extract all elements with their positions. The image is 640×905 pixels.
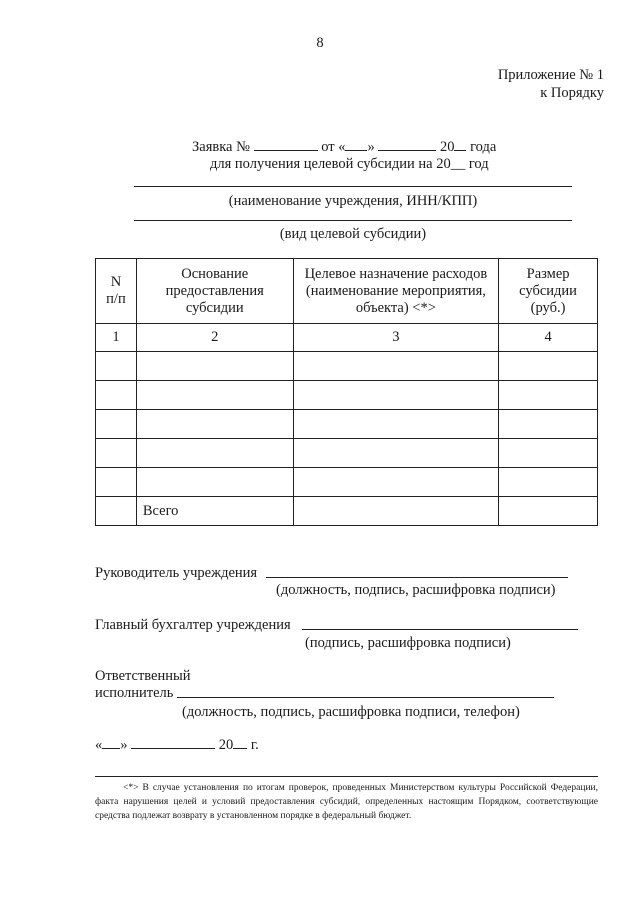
request-year-prefix: 20	[439, 139, 455, 155]
request-month-blank[interactable]	[378, 138, 436, 151]
table-row	[96, 352, 598, 381]
table-cell[interactable]	[499, 439, 598, 468]
table-cell[interactable]	[293, 381, 499, 410]
column-number: 3	[293, 324, 499, 352]
header-number: N п/п	[96, 259, 137, 324]
header-basis: Основание предоставления субсидии	[136, 259, 293, 324]
table-cell[interactable]	[136, 352, 293, 381]
total-label: Всего	[136, 497, 293, 526]
head-label: Руководитель учреждения	[95, 565, 258, 581]
table-cell[interactable]	[499, 381, 598, 410]
request-close-quote: »	[367, 139, 375, 155]
total-purpose-cell[interactable]	[293, 497, 499, 526]
responsible-label-line2: исполнитель	[95, 685, 174, 701]
column-number: 2	[136, 324, 293, 352]
accountant-label: Главный бухгалтер учреждения	[95, 617, 291, 633]
date-line	[95, 736, 259, 754]
table-cell[interactable]	[136, 468, 293, 497]
table-cell[interactable]	[293, 439, 499, 468]
table-cell[interactable]	[96, 468, 137, 497]
subsidy-table	[95, 258, 598, 526]
table-cell[interactable]	[96, 439, 137, 468]
table-cell[interactable]	[136, 439, 293, 468]
table-cell[interactable]	[136, 381, 293, 410]
table-cell[interactable]	[499, 410, 598, 439]
responsible-label-line1: Ответственный	[95, 668, 191, 684]
request-year-suffix: года	[470, 139, 497, 155]
appendix-header	[498, 66, 604, 102]
table-cell[interactable]	[136, 410, 293, 439]
date-close-quote: »	[120, 737, 128, 753]
table-cell[interactable]	[293, 352, 499, 381]
request-title	[192, 138, 496, 156]
table-row	[96, 439, 598, 468]
header-amount: Размер субсидии (руб.)	[499, 259, 598, 324]
table-cell[interactable]	[499, 352, 598, 381]
column-number-row	[96, 324, 598, 352]
table-total-row	[96, 497, 598, 526]
request-day-blank[interactable]	[345, 138, 367, 151]
accountant-caption: (подпись, расшифровка подписи)	[305, 635, 511, 651]
date-open-quote: «	[95, 737, 103, 753]
table-cell[interactable]	[293, 468, 499, 497]
table-cell[interactable]	[96, 410, 137, 439]
head-caption: (должность, подпись, расшифровка подписи)	[276, 582, 556, 598]
footnote-separator	[95, 776, 598, 777]
appendix-line1: Приложение № 1	[497, 67, 604, 83]
column-number: 1	[96, 324, 137, 352]
request-year-blank[interactable]	[454, 138, 466, 151]
date-day-blank[interactable]	[102, 736, 120, 749]
head-signature-line[interactable]	[266, 577, 568, 578]
responsible-signature-line[interactable]	[177, 697, 554, 698]
table-cell[interactable]	[293, 410, 499, 439]
footnote: <*> В случае установления по итогам проверок, проведенных Министерством культуры Российской Федерации, факта нарушения целей и условий предоставления субсидий, определенных настоящим Порядком, соответствующие средства подлежат возврату в установленном порядке в федеральный бюджет.	[95, 783, 598, 821]
total-amount-cell[interactable]	[499, 497, 598, 526]
responsible-caption: (должность, подпись, расшифровка подписи, телефон)	[182, 704, 520, 720]
institution-caption: (наименование учреждения, ИНН/КПП)	[228, 193, 478, 209]
subsidy-type-line[interactable]	[134, 220, 572, 221]
table-cell[interactable]	[96, 352, 137, 381]
date-suffix: г.	[250, 737, 259, 753]
column-number: 4	[499, 324, 598, 352]
request-purpose: для получения целевой субсидии на 20__ год	[210, 156, 489, 172]
date-year-blank[interactable]	[233, 736, 247, 749]
table-row	[96, 410, 598, 439]
table-cell[interactable]	[96, 497, 137, 526]
accountant-signature-line[interactable]	[302, 629, 578, 630]
request-label: Заявка №	[192, 139, 250, 155]
subsidy-type-caption: (вид целевой субсидии)	[279, 226, 427, 242]
date-month-blank[interactable]	[131, 736, 215, 749]
institution-line[interactable]	[134, 186, 572, 187]
table-row	[96, 381, 598, 410]
appendix-line2: к Порядку	[540, 85, 604, 101]
header-purpose: Целевое назначение расходов (наименование мероприятия, объекта) <*>	[293, 259, 499, 324]
request-from: от «	[321, 139, 346, 155]
table-cell[interactable]	[96, 381, 137, 410]
page-number: 8	[316, 35, 324, 51]
table-cell[interactable]	[499, 468, 598, 497]
request-number-blank[interactable]	[254, 138, 318, 151]
table-row	[96, 468, 598, 497]
table-header-row	[96, 259, 598, 324]
date-year: 20	[218, 737, 234, 753]
